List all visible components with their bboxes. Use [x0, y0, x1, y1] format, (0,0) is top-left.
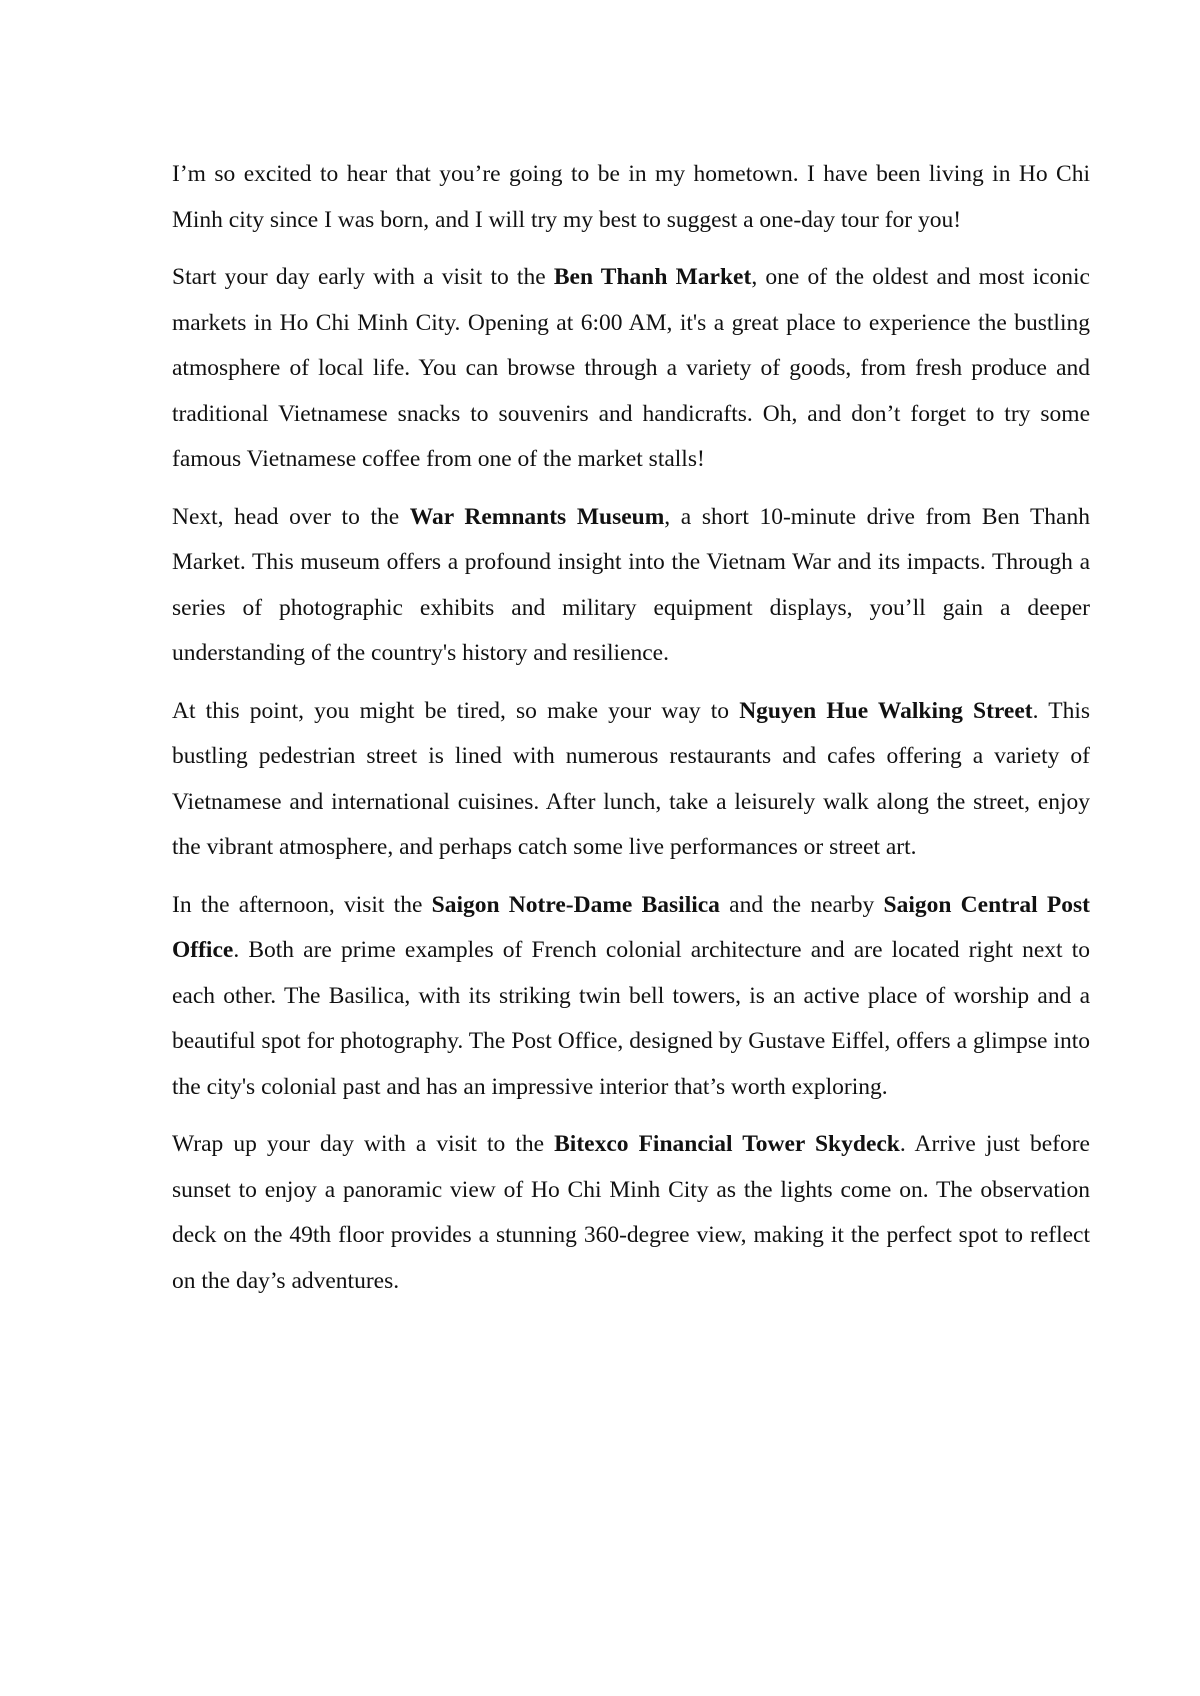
paragraph-text: Next, head over to the — [172, 503, 410, 530]
place-name-nguyen-hue-walking-street: Nguyen Hue Walking Street — [739, 697, 1033, 724]
place-name-central-post-office: Saigon Central Post Office — [172, 891, 1091, 963]
paragraph-text: I’m so excited to hear that you’re going to be in my hometown. I have been living in Ho Chi Minh city since I was born, and I will try my best to suggest a one-day tour for you! — [172, 161, 1090, 233]
paragraph-war-remnants-museum — [172, 495, 1090, 677]
place-name-ben-thanh-market: Ben Thanh Market — [553, 264, 752, 290]
paragraph-text: At this point, you might be tired, so make your way to — [172, 697, 740, 724]
paragraph-intro — [172, 152, 1090, 243]
paragraph-nguyen-hue-walking-street — [172, 689, 1090, 871]
paragraph-text: and the nearby — [719, 891, 884, 918]
place-name-notre-dame-basilica: Saigon Notre-Dame Basilica — [431, 891, 720, 918]
paragraph-text: . Arrive just before sunset to enjoy a panoramic view of Ho Chi Minh City as the lights come on. The observation deck on the 49th floor provides a stunning 360-degree view, making it the perfect spot to reflect on the day’s adventures. — [172, 1131, 1090, 1294]
paragraph-text: Start your day early with a visit to the — [172, 264, 554, 290]
paragraph-ben-thanh-market — [172, 255, 1090, 483]
paragraph-text: , one of the oldest and most iconic markets in Ho Chi Minh City. Opening at 6:00 AM, it's a great place to experience the bustling atmosphere of local life. You can browse through a variety of goods, from fresh produce and traditional Vietnamese snacks to souvenirs and handicrafts. Oh, and don’t forget to try some famous Vietnamese coffee from one of the market stalls! — [172, 264, 1090, 472]
paragraph-text: . This bustling pedestrian street is lined with numerous restaurants and cafes offering a variety of Vietnamese and international cuisines. After lunch, take a leisurely walk along the street, enjoy the vibrant atmosphere, and perhaps catch some live performances or street art. — [172, 697, 1090, 860]
place-name-bitexco-skydeck: Bitexco Financial Tower Skydeck — [554, 1131, 900, 1157]
place-name-war-remnants-museum: War Remnants Museum — [409, 503, 665, 530]
document-body — [172, 152, 1090, 1316]
paragraph-text: , a short 10-minute drive from Ben Thanh Market. This museum offers a profound insight into the Vietnam War and its impacts. Through a series of photographic exhibits and military equipment displays, you’ll gain a deeper understanding of the country's history and resilience. — [172, 503, 1090, 666]
paragraph-text: In the afternoon, visit the — [172, 891, 432, 918]
paragraph-text: Wrap up your day with a visit to the — [172, 1131, 555, 1157]
paragraph-notre-dame-post-office — [172, 883, 1090, 1111]
paragraph-text: . Both are prime examples of French colonial architecture and are located right next to each other. The Basilica, with its striking twin bell towers, is an active place of worship and a beautiful spot for photography. The Post Office, designed by Gustave Eiffel, offers a glimpse into the city's colonial past and has an impressive interior that’s worth exploring. — [172, 937, 1090, 1100]
paragraph-bitexco-skydeck — [172, 1122, 1090, 1304]
